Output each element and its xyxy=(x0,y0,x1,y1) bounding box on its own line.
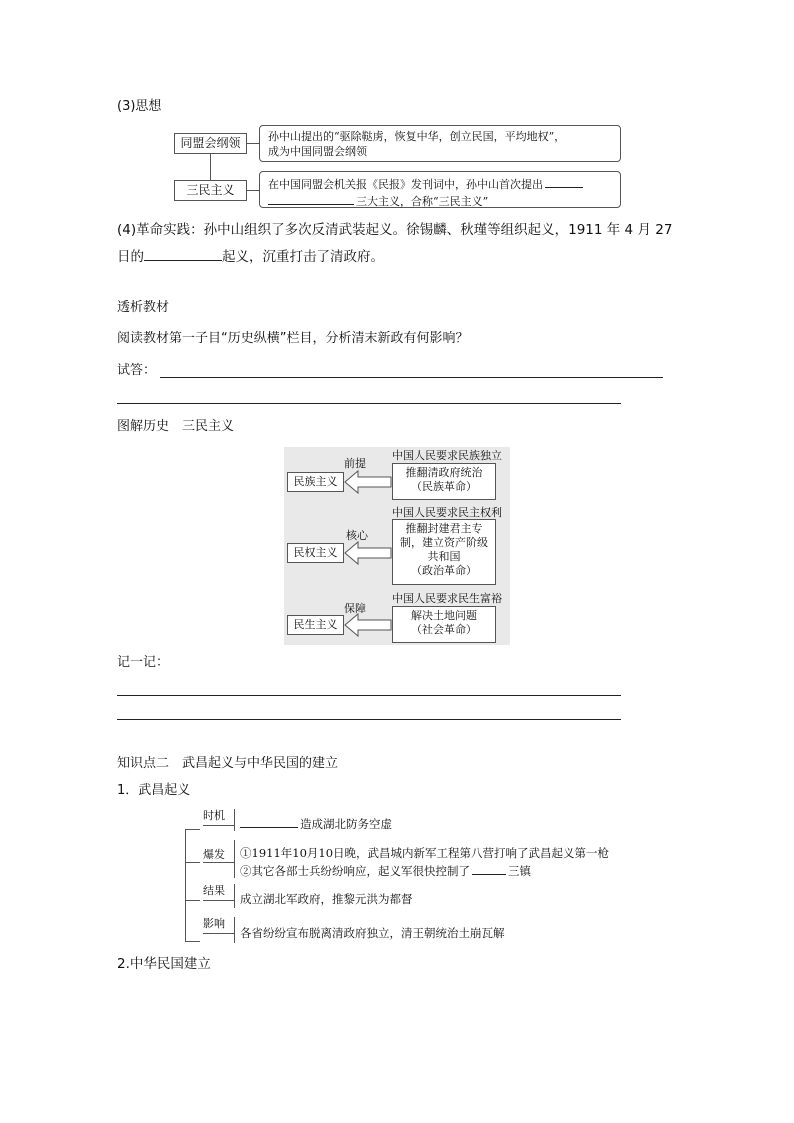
node-alliance-program xyxy=(174,133,247,154)
timeline-branch xyxy=(185,829,200,830)
desc1-line1: 孙中山提出的“驱除鞑虏，恢复中华，创立民国，平均地权”， xyxy=(268,130,566,143)
arrow-left-icon xyxy=(344,469,392,495)
right-box-livelihood xyxy=(392,606,496,643)
note-line-2[interactable] xyxy=(117,719,621,720)
timeline-branch xyxy=(185,862,200,863)
timeline-branch xyxy=(185,941,200,942)
answer-line-2[interactable] xyxy=(117,403,621,404)
desc2-line2-wrap xyxy=(268,192,612,209)
timeline-tick xyxy=(234,884,235,908)
top-text-nationalism: 中国人民要求民族独立 xyxy=(392,449,502,462)
nationalism-box-line2: （民族革命） xyxy=(411,480,477,493)
impact-text: 各省纷纷宣布脱离清政府独立，清王朝统治土崩瓦解 xyxy=(240,926,505,940)
diagram-title: 图解历史 三民主义 xyxy=(117,419,235,434)
section4-line2-pre: 日的 xyxy=(117,249,144,265)
outbreak-line2-post: 三镇 xyxy=(508,864,531,878)
democracy-box-line1: 推翻封建君主专 xyxy=(405,522,483,535)
relation-guarantee: 保障 xyxy=(344,602,366,615)
left-box-democracy xyxy=(287,543,344,563)
answer-line-1[interactable] xyxy=(160,377,663,378)
democracy-box-line4: （政治革命） xyxy=(411,564,477,577)
section4-line1: (4)革命实践：孙中山组织了多次反清武装起义。徐锡麟、秋瑾等组织起义，1911 年 4 月 27 xyxy=(117,222,673,238)
knowledge2-item2: 2.中华民国建立 xyxy=(117,956,211,972)
arrow-left-icon xyxy=(344,540,392,566)
timeline-label-impact: 影响 xyxy=(203,917,235,934)
desc2-line2: 三大主义，合称“三民主义” xyxy=(356,195,489,208)
desc2-line1: 在中国同盟会机关报《民报》发刊词中，孙中山首次提出 xyxy=(268,178,543,191)
analysis-question: 阅读教材第一子目“历史纵横”栏目，分析清末新政有何影响？ xyxy=(117,331,469,346)
desc-box-2 xyxy=(259,171,621,208)
node-three-principles xyxy=(174,180,247,201)
timeline-outbreak-row2 xyxy=(240,862,531,878)
desc2-blank-2[interactable] xyxy=(268,192,354,205)
timeline-label-timing: 时机 xyxy=(203,809,235,826)
left-livelihood: 民生主义 xyxy=(293,618,338,631)
right-box-democracy xyxy=(392,519,496,585)
timing-text: 造成湖北防务空虚 xyxy=(300,817,392,831)
knowledge2-item1: 1．武昌起义 xyxy=(117,783,191,798)
note-line-1[interactable] xyxy=(117,695,621,696)
timeline-label-outbreak: 爆发 xyxy=(203,848,235,863)
top-text-livelihood: 中国人民要求民生富裕 xyxy=(392,592,502,605)
outbreak-line1: ①1911年10月10日晚，武昌城内新军工程第八营打响了武昌起义第一枪 xyxy=(240,846,610,860)
result-text: 成立湖北军政府，推黎元洪为都督 xyxy=(240,892,413,906)
note-label: 记一记： xyxy=(117,655,170,670)
timeline-spine xyxy=(185,829,186,941)
timeline-tick xyxy=(234,840,235,878)
top-text-democracy: 中国人民要求民主权利 xyxy=(392,506,502,519)
connector-1 xyxy=(247,143,259,144)
connector-2 xyxy=(247,190,259,191)
section4-line2 xyxy=(117,248,384,265)
analysis-title: 透析教材 xyxy=(117,300,170,315)
section3-heading: (3)思想 xyxy=(117,99,162,114)
nationalism-box-line1: 推翻清政府统治 xyxy=(405,466,483,479)
right-box-nationalism xyxy=(392,463,496,500)
desc-box-1 xyxy=(259,125,621,162)
desc1-line2: 成为中国同盟会纲领 xyxy=(268,145,367,158)
outbreak-line2-pre: ②其它各部士兵纷纷响应，起义军很快控制了 xyxy=(240,864,470,878)
section4-line2-post: 起义，沉重打击了清政府。 xyxy=(222,249,384,265)
left-nationalism: 民族主义 xyxy=(293,475,338,488)
livelihood-box-line1: 解决土地问题 xyxy=(411,609,477,622)
knowledge2-title: 知识点二 武昌起义与中华民国的建立 xyxy=(117,756,339,771)
desc2-line1-wrap xyxy=(268,175,612,192)
timing-blank[interactable] xyxy=(240,815,298,828)
timeline-tick xyxy=(234,917,235,943)
relation-core: 核心 xyxy=(346,529,368,542)
arrow-left-icon xyxy=(344,612,392,638)
timeline-branch xyxy=(185,900,200,901)
answer-label: 试答： xyxy=(117,363,157,378)
desc2-blank-1[interactable] xyxy=(545,175,583,188)
outbreak-blank[interactable] xyxy=(472,862,506,875)
three-principles-diagram xyxy=(284,447,510,645)
democracy-box-line2: 制，建立资产阶级 xyxy=(400,536,488,549)
left-box-livelihood xyxy=(287,615,344,635)
node-three-principles-label: 三民主义 xyxy=(186,183,235,197)
timeline-timing-row xyxy=(240,815,392,831)
connector-vertical xyxy=(210,154,211,180)
timeline-tick xyxy=(234,809,235,831)
timeline-label-result: 结果 xyxy=(203,884,235,901)
node-alliance-program-label: 同盟会纲领 xyxy=(180,136,241,150)
relation-premise: 前提 xyxy=(344,457,366,470)
section4-blank[interactable] xyxy=(144,248,222,261)
left-box-nationalism xyxy=(287,472,344,492)
left-democracy: 民权主义 xyxy=(293,546,338,559)
livelihood-box-line2: （社会革命） xyxy=(411,623,477,636)
democracy-box-line3: 共和国 xyxy=(427,550,461,563)
